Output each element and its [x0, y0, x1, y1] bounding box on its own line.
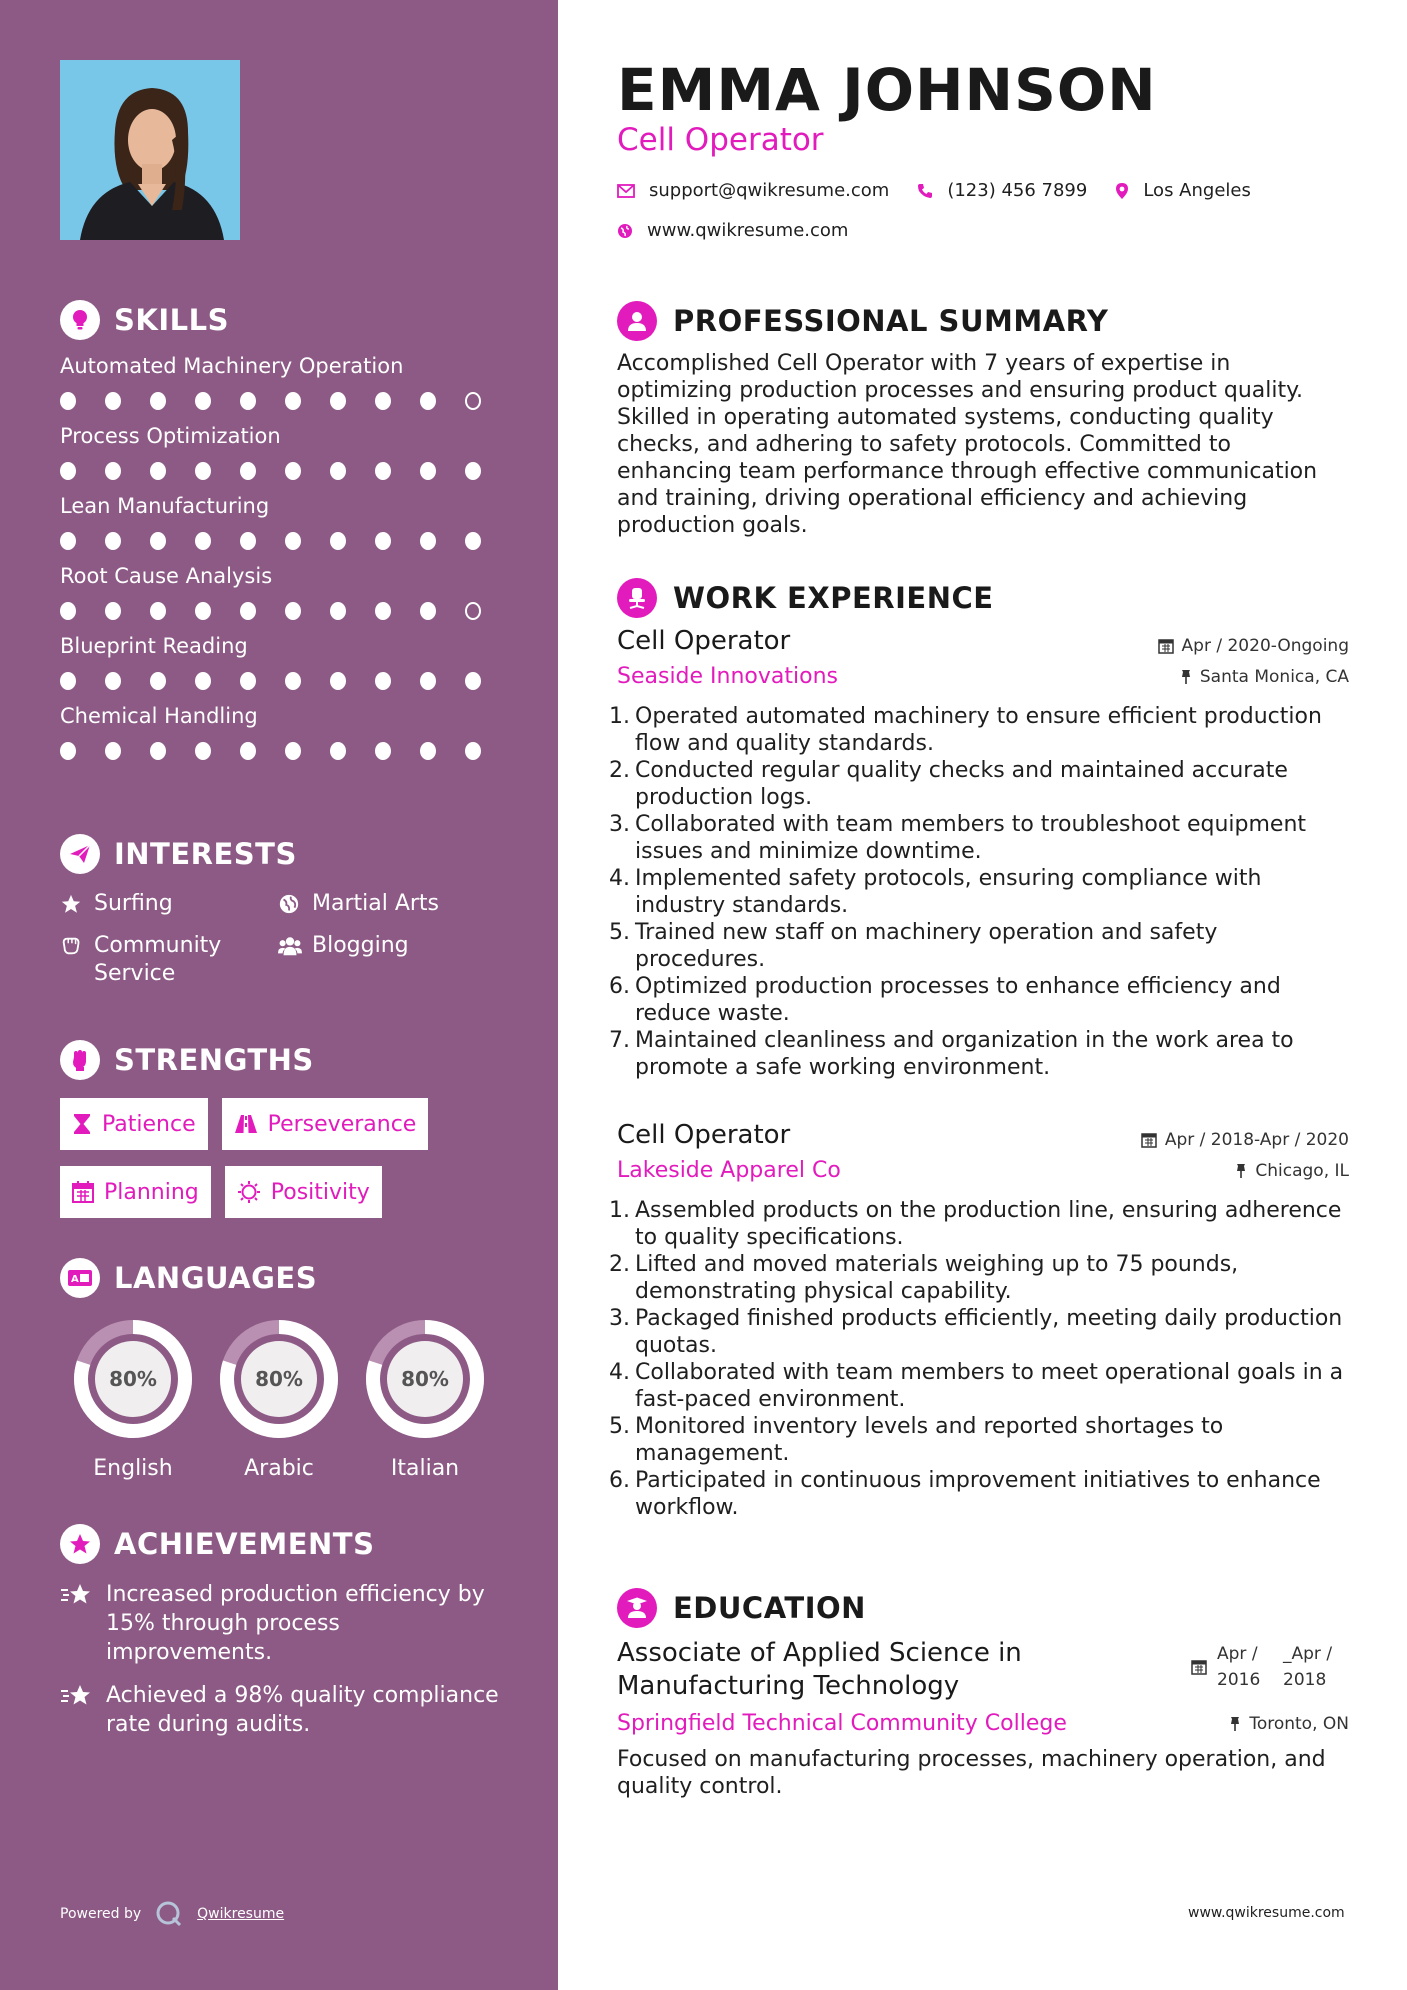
pushpin-icon: [1229, 1716, 1241, 1732]
interest-item: [278, 890, 496, 918]
rating-dot-filled: [240, 672, 256, 690]
bullet-text: Packaged finished products efficiently, meeting daily production quotas.: [635, 1306, 1343, 1358]
hand-icon: [60, 932, 84, 960]
rating-dot-filled: [150, 392, 166, 410]
job-bullet: [609, 757, 1349, 811]
rating-dot-filled: [285, 462, 301, 480]
sun-icon: [237, 1180, 261, 1204]
rating-dot-filled: [60, 742, 76, 760]
skills-heading: [60, 298, 510, 342]
calendar-icon: [1191, 1659, 1207, 1675]
skill-rating: [60, 602, 510, 622]
rating-dot-filled: [330, 392, 346, 410]
rating-dot-filled: [240, 532, 256, 550]
bullet-text: Collaborated with team members to meet operational goals in a fast-paced environment.: [635, 1360, 1344, 1412]
rating-dot-filled: [465, 462, 481, 480]
contact-row: [617, 180, 1279, 201]
interest-label: Martial Arts: [312, 891, 440, 916]
rating-dot-filled: [330, 672, 346, 690]
rating-dot-filled: [285, 602, 301, 620]
bullet-text: Implemented safety protocols, ensuring compliance with industry standards.: [635, 866, 1262, 918]
start-month: Apr /: [1217, 1644, 1258, 1664]
interest-item: [60, 932, 278, 988]
language-ring: [364, 1318, 486, 1440]
strength-item: [60, 1098, 208, 1150]
rating-dot-filled: [285, 672, 301, 690]
interests-list: [60, 890, 510, 988]
bullet-text: Participated in continuous improvement initiatives to enhance workflow.: [635, 1468, 1321, 1520]
education-start: [1217, 1641, 1283, 1693]
bullet-number: 3.: [609, 1306, 630, 1331]
bullet-number: 1.: [609, 704, 630, 729]
job-entry: [609, 1120, 1349, 1521]
job-title: Cell Operator: [617, 1120, 791, 1150]
rating-dot-filled: [285, 392, 301, 410]
powered-label: Powered by: [60, 1906, 142, 1922]
skill-name: Chemical Handling: [60, 704, 258, 728]
profile-photo: [60, 60, 240, 240]
bullet-number: 4.: [609, 866, 630, 891]
strength-label: Perseverance: [267, 1111, 417, 1137]
contact-phone[interactable]: [917, 180, 1087, 201]
rating-dot-filled: [60, 532, 76, 550]
bullet-number: 7.: [609, 1028, 630, 1053]
company-name: Lakeside Apparel Co: [617, 1158, 841, 1183]
rating-dot-filled: [330, 742, 346, 760]
qwikresume-link[interactable]: Qwikresume: [197, 1906, 285, 1922]
job-dates: [1141, 1130, 1349, 1150]
footer-url[interactable]: www.qwikresume.com: [1188, 1905, 1345, 1921]
achievements-list: [60, 1580, 510, 1739]
sidebar: [0, 0, 558, 1990]
job-dates-text: Apr / 2020-Ongoing: [1181, 636, 1349, 656]
job-bullet: [609, 1251, 1349, 1305]
contact-email[interactable]: [617, 180, 889, 201]
achievement-item: [60, 1580, 510, 1667]
shooting-star-icon: [60, 1681, 92, 1717]
strengths-list: [60, 1098, 510, 1234]
rating-dot-empty: [465, 392, 481, 410]
bullet-number: 1.: [609, 1198, 630, 1223]
shooting-star-icon: [60, 1580, 92, 1616]
award-star-icon: [60, 1524, 100, 1564]
rating-dot-filled: [420, 462, 436, 480]
rating-dot-filled: [195, 672, 211, 690]
rating-dot-filled: [195, 532, 211, 550]
language-item: [352, 1318, 498, 1481]
languages-list: [60, 1318, 510, 1481]
strength-label: Patience: [102, 1111, 196, 1137]
interests-title: INTERESTS: [114, 837, 297, 871]
contact-location: [1115, 180, 1251, 201]
achievement-text: Increased production efficiency by 15% through process improvements.: [106, 1582, 485, 1665]
rating-dot-filled: [150, 602, 166, 620]
map-pin-icon: [1115, 182, 1129, 200]
rating-dot-filled: [240, 602, 256, 620]
language-name: Italian: [390, 1456, 460, 1481]
job-location: [1235, 1161, 1349, 1181]
rating-dot-filled: [150, 742, 166, 760]
strengths-heading: [60, 1038, 510, 1082]
svg-text:A: A: [71, 1274, 79, 1285]
strength-label: Planning: [104, 1179, 199, 1205]
strength-item: [222, 1098, 429, 1150]
calendar-icon: [1141, 1132, 1157, 1148]
pushpin-icon: [1235, 1163, 1247, 1179]
skill-rating: [60, 532, 510, 552]
achievements-heading: [60, 1522, 510, 1566]
rating-dot-filled: [60, 672, 76, 690]
rating-dot-filled: [150, 462, 166, 480]
strengths-section: [60, 1038, 510, 1234]
rating-dot-filled: [195, 602, 211, 620]
rating-dot-filled: [240, 742, 256, 760]
job-bullet: [609, 1027, 1349, 1081]
rating-dot-filled: [240, 392, 256, 410]
skill-name: Blueprint Reading: [60, 634, 248, 658]
rating-dot-filled: [330, 462, 346, 480]
skill-name: Process Optimization: [60, 424, 281, 448]
bullet-text: Assembled products on the production line, ensuring adherence to quality specifications.: [635, 1198, 1342, 1250]
achievement-text: Achieved a 98% quality compliance rate during audits.: [106, 1683, 499, 1737]
strength-item: [60, 1166, 211, 1218]
rating-dot-filled: [60, 392, 76, 410]
globe-icon: [617, 223, 633, 239]
interest-item: [60, 890, 278, 918]
office-chair-icon: [617, 578, 657, 618]
bullet-text: Monitored inventory levels and reported shortages to management.: [635, 1414, 1224, 1466]
hourglass-icon: [72, 1113, 92, 1135]
graduate-icon: [617, 1588, 657, 1628]
bullet-number: 3.: [609, 812, 630, 837]
bullet-text: Conducted regular quality checks and maintained accurate production logs.: [635, 758, 1288, 810]
end-year: 2018: [1283, 1670, 1327, 1690]
bullet-number: 5.: [609, 1414, 630, 1439]
rating-dot-filled: [420, 742, 436, 760]
job-bullet: [609, 865, 1349, 919]
education-title: EDUCATION: [673, 1591, 866, 1625]
job-bullet: [609, 1467, 1349, 1521]
location-text: Los Angeles: [1143, 180, 1251, 201]
experience-title: WORK EXPERIENCE: [673, 581, 994, 615]
job-bullet: [609, 1197, 1349, 1251]
rating-dot-filled: [420, 672, 436, 690]
skills-section: [60, 298, 510, 762]
bullet-text: Operated automated machinery to ensure efficient production flow and quality standards.: [635, 704, 1322, 756]
rating-dot-filled: [465, 742, 481, 760]
job-bullets: [609, 1197, 1349, 1521]
school-location: [1229, 1714, 1349, 1734]
envelope-icon: [617, 184, 635, 198]
education-end: [1283, 1641, 1349, 1693]
paper-plane-icon: [60, 834, 100, 874]
skills-title: SKILLS: [114, 303, 229, 337]
rating-dot-filled: [420, 392, 436, 410]
skills-list: [60, 352, 510, 762]
rating-dot-filled: [105, 462, 121, 480]
achievement-item: [60, 1681, 510, 1739]
language-percent: 80%: [401, 1367, 449, 1391]
skill-rating: [60, 392, 510, 412]
job-location-text: Chicago, IL: [1255, 1160, 1349, 1181]
job-location: [1180, 667, 1349, 687]
summary-title: PROFESSIONAL SUMMARY: [673, 304, 1109, 338]
bullet-number: 6.: [609, 974, 630, 999]
rating-dot-filled: [330, 532, 346, 550]
job-bullet: [609, 1413, 1349, 1467]
job-bullet: [609, 1305, 1349, 1359]
skill-name: Root Cause Analysis: [60, 564, 273, 588]
skill-rating: [60, 462, 510, 482]
rating-dot-filled: [465, 532, 481, 550]
contact-row-2: [617, 220, 876, 241]
language-card-icon: [60, 1258, 100, 1298]
languages-title: LANGUAGES: [114, 1261, 318, 1295]
bullet-number: 6.: [609, 1468, 630, 1493]
interest-label: Surfing: [94, 891, 173, 916]
strength-item: [225, 1166, 382, 1218]
bullet-number: 2.: [609, 758, 630, 783]
education-description: Focused on manufacturing processes, machinery operation, and quality control.: [617, 1747, 1326, 1799]
rating-dot-filled: [375, 672, 391, 690]
languages-heading: [60, 1256, 510, 1300]
skill-name: Lean Manufacturing: [60, 494, 270, 518]
contact-website[interactable]: [617, 220, 848, 241]
rating-dot-filled: [420, 532, 436, 550]
candidate-name: EMMA JOHNSON: [617, 56, 1157, 124]
bullet-number: 4.: [609, 1360, 630, 1385]
rating-dot-filled: [60, 602, 76, 620]
bullet-text: Lifted and moved materials weighing up to 75 pounds, demonstrating physical capability.: [635, 1252, 1239, 1304]
interest-label: Community Service: [94, 933, 222, 986]
bullet-number: 5.: [609, 920, 630, 945]
interest-item: [278, 932, 496, 988]
start-year: 2016: [1217, 1670, 1261, 1690]
users-icon: [278, 932, 302, 960]
language-name: Arabic: [244, 1456, 314, 1481]
star-icon: [60, 890, 84, 918]
rating-dot-filled: [375, 532, 391, 550]
interests-section: [60, 832, 510, 988]
language-percent: 80%: [109, 1367, 157, 1391]
rating-dot-filled: [105, 532, 121, 550]
rating-dot-filled: [195, 742, 211, 760]
rating-dot-filled: [60, 462, 76, 480]
degree-title: Associate of Applied Science in Manufacturing Technology: [617, 1638, 1022, 1701]
job-bullet: [609, 703, 1349, 757]
language-item: [60, 1318, 206, 1481]
pushpin-icon: [1180, 669, 1192, 685]
rating-dot-filled: [195, 392, 211, 410]
job-bullet: [609, 811, 1349, 865]
bullet-text: Collaborated with team members to troubleshoot equipment issues and minimize downtime.: [635, 812, 1307, 864]
email-text: support@qwikresume.com: [649, 180, 890, 201]
rating-dot-filled: [285, 742, 301, 760]
strength-label: Positivity: [270, 1179, 370, 1205]
summary-heading: [617, 299, 1108, 343]
calendar-icon: [72, 1181, 94, 1203]
rating-dot-filled: [420, 602, 436, 620]
education-heading: [617, 1586, 866, 1630]
rating-dot-filled: [105, 392, 121, 410]
rating-dot-filled: [105, 742, 121, 760]
end-month: _Apr /: [1283, 1644, 1333, 1664]
languages-section: [60, 1256, 510, 1481]
powered-by: [60, 1900, 284, 1928]
globe-icon: [278, 890, 302, 918]
language-ring: [72, 1318, 194, 1440]
education-dates: [1191, 1641, 1349, 1693]
rating-dot-filled: [465, 672, 481, 690]
rating-dot-filled: [375, 462, 391, 480]
bullet-number: 2.: [609, 1252, 630, 1277]
candidate-title: Cell Operator: [617, 122, 824, 158]
bullet-text: Optimized production processes to enhance efficiency and reduce waste.: [635, 974, 1281, 1026]
job-entry: [609, 626, 1349, 1081]
qwikresume-logo-icon: [155, 1900, 183, 1928]
job-dates: [1158, 636, 1349, 656]
strengths-title: STRENGTHS: [114, 1043, 314, 1077]
interests-heading: [60, 832, 510, 876]
school-name: Springfield Technical Community College: [617, 1711, 1067, 1736]
education-entry: [617, 1637, 1349, 1800]
job-bullet: [609, 919, 1349, 973]
road-icon: [234, 1114, 258, 1134]
achievements-section: [60, 1522, 510, 1739]
bullet-text: Maintained cleanliness and organization in the work area to promote a safe working environment.: [635, 1028, 1294, 1080]
job-dates-text: Apr / 2018-Apr / 2020: [1164, 1130, 1349, 1150]
rating-dot-filled: [375, 602, 391, 620]
company-name: Seaside Innovations: [617, 664, 838, 689]
rating-dot-filled: [105, 602, 121, 620]
job-bullet: [609, 1359, 1349, 1413]
rating-dot-filled: [240, 462, 256, 480]
interest-label: Blogging: [312, 933, 409, 958]
website-text: www.qwikresume.com: [647, 220, 849, 241]
skill-rating: [60, 742, 510, 762]
rating-dot-filled: [375, 392, 391, 410]
job-location-text: Santa Monica, CA: [1199, 666, 1349, 687]
achievements-title: ACHIEVEMENTS: [114, 1527, 375, 1561]
rating-dot-filled: [150, 672, 166, 690]
rating-dot-empty: [465, 602, 481, 620]
job-bullet: [609, 973, 1349, 1027]
skill-rating: [60, 672, 510, 692]
user-icon: [617, 301, 657, 341]
calendar-icon: [1158, 638, 1174, 654]
rating-dot-filled: [330, 602, 346, 620]
rating-dot-filled: [105, 672, 121, 690]
summary-text: Accomplished Cell Operator with 7 years of expertise in optimizing production processes and ensuring product quality. Skilled in operating automated systems, conducting quality checks, and adhering to safety protocols. Committed to enhancing team performance through effective communication and training, driving operational efficiency and achieving production goals.: [617, 351, 1318, 538]
raised-fist-icon: [60, 1040, 100, 1080]
experience-heading: [617, 576, 994, 620]
school-location-text: Toronto, ON: [1249, 1713, 1349, 1734]
lightbulb-icon: [60, 300, 100, 340]
language-name: English: [93, 1456, 173, 1481]
job-title: Cell Operator: [617, 626, 791, 656]
skill-name: Automated Machinery Operation: [60, 354, 404, 378]
phone-text: (123) 456 7899: [947, 180, 1088, 201]
rating-dot-filled: [150, 532, 166, 550]
rating-dot-filled: [375, 742, 391, 760]
bullet-text: Trained new staff on machinery operation and safety procedures.: [635, 920, 1218, 972]
rating-dot-filled: [285, 532, 301, 550]
phone-icon: [917, 183, 933, 199]
rating-dot-filled: [195, 462, 211, 480]
language-ring: [218, 1318, 340, 1440]
language-item: [206, 1318, 352, 1481]
language-percent: 80%: [255, 1367, 303, 1391]
person-avatar-icon: [60, 60, 240, 240]
job-bullets: [609, 703, 1349, 1081]
